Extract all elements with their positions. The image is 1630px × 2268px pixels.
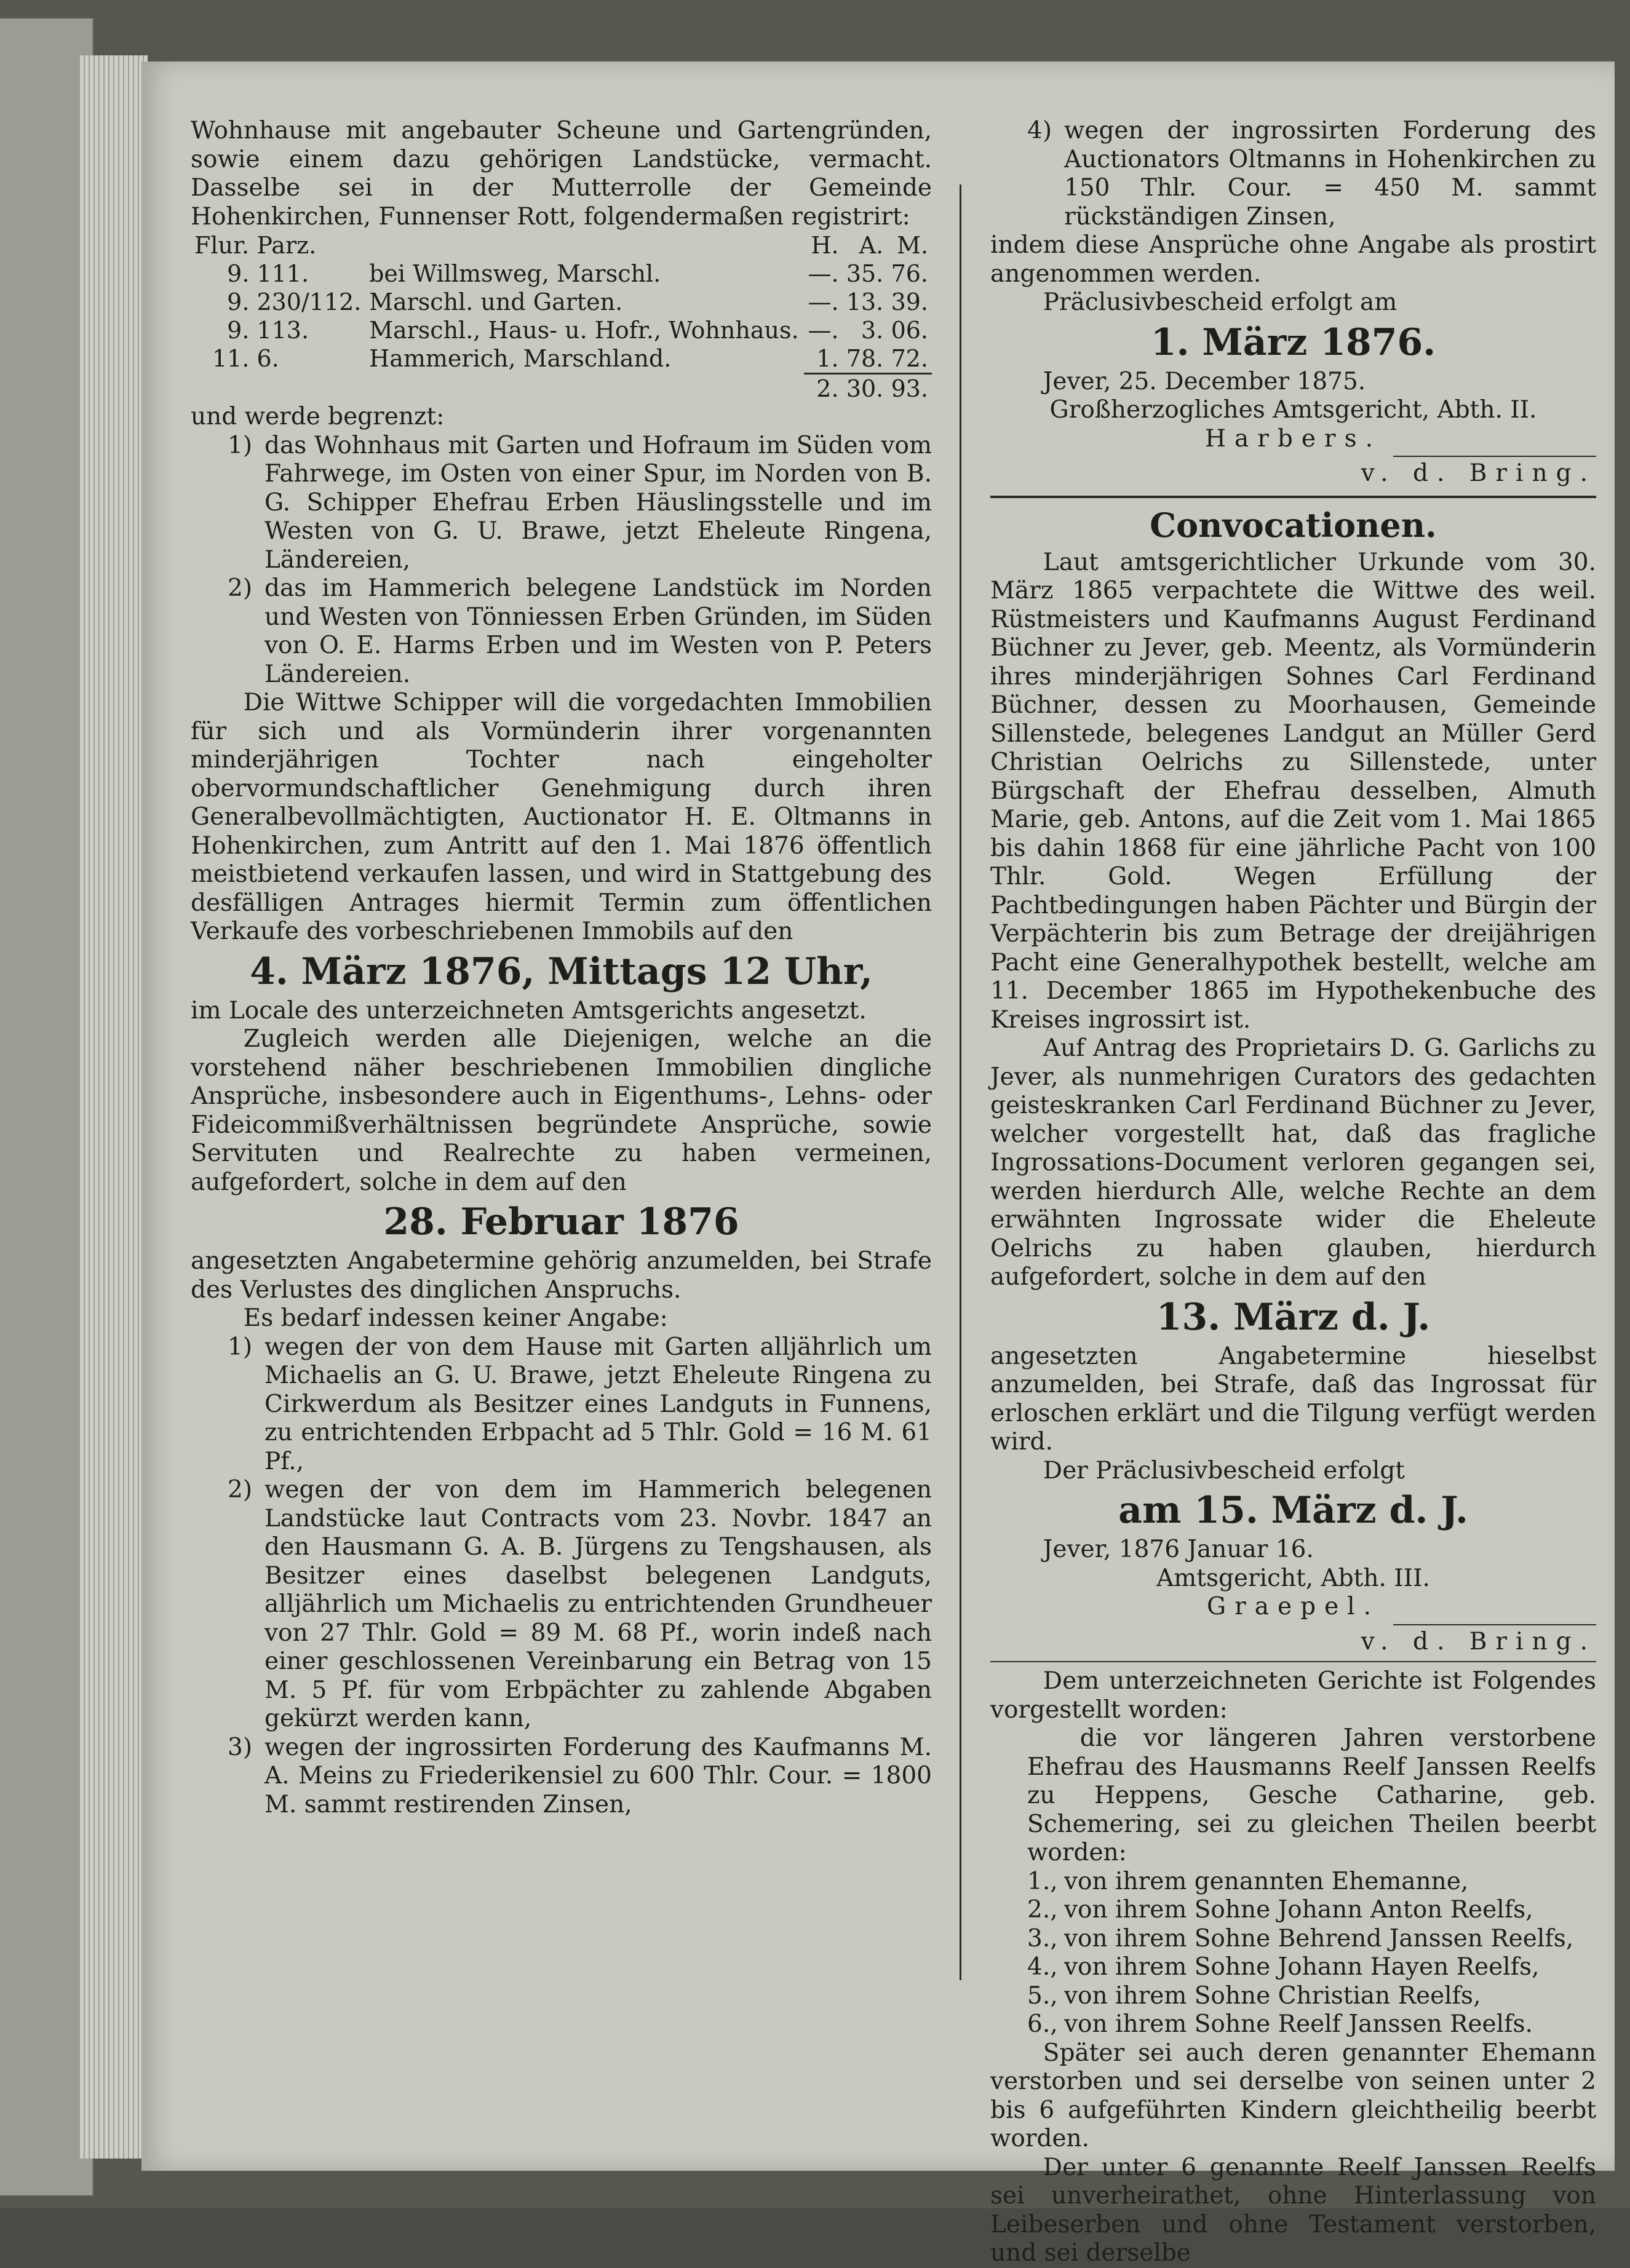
heir-number: 6., [1027, 2010, 1058, 2038]
right-column [990, 117, 1596, 2268]
row-desc: bei Willmsweg, Marschl. [369, 260, 661, 287]
total-a: 30. [843, 374, 888, 403]
section-rule [990, 496, 1596, 498]
heir-item [990, 1925, 1596, 1954]
short-rule [1393, 456, 1596, 457]
signer-name: Graepel. [1206, 1593, 1380, 1620]
row-parz: 230/112. [256, 288, 362, 315]
bounded-intro: und werde begrenzt: [191, 403, 445, 430]
later-paragraph: Später sei auch deren genannter Ehemann verstorben und sei derselbe von seinen unter 2 bis 6 aufgeführten Kindern gleichtheilig beerbt worden. [990, 2039, 1596, 2152]
table-row [191, 288, 932, 316]
table-row [191, 316, 932, 344]
row-m: 39. [891, 288, 928, 315]
intro-paragraph: Wohnhause mit angebauter Scheune und Gartengründen, sowie einem dazu gehörigen Landstücke, vermacht. Dasselbe sei in der Mutterrolle der Gemeinde Hohenkirchen, Funnenser Rott, folgendermaßen registrirt: [191, 117, 932, 231]
col-a: A. [859, 232, 884, 259]
heir-item [990, 1982, 1596, 2011]
left-column [191, 117, 932, 1819]
bound-item [191, 432, 932, 575]
column-divider [960, 184, 961, 1980]
decision2-paragraph: Der Präclusivbescheid erfolgt [1043, 1456, 1405, 1485]
unaware-paragraph: indem diese Ansprüche ohne Angabe als prostirt angenommen werden. [990, 231, 1596, 288]
heir-number: 1., [1027, 1867, 1058, 1895]
bound-text: das im Hammerich belegene Landstück im Norden und Westen von Tönniessen Erben Gründen, im Süden von O. E. Harms Erben und im Westen von P. Peters Ländereien. [264, 574, 932, 688]
table-row [191, 344, 932, 374]
lease-paragraph: Laut amtsgerichtlicher Urkunde vom 30. März 1865 verpachtete die Wittwe des weil. Rüstmeisters und Kaufmanns August Ferdinand Büchner zu Jever, geb. Meentz, als Vormünderin ihres minderjährigen Sohnes Carl Ferdinand Büchner, dessen zu Moorhausen, Gemeinde Sillenstede, belegenes Landgut an Müller Gerd Christian Oelrichs zu Sillenstede, unter Bürgschaft der Ehefrau desselben, Almuth Marie, geb. Antons, auf die Zeit vom 1. Mai 1865 bis dahin 1868 für eine jährliche Pacht von 100 Thlr. Gold. Wegen Erfüllung der Pachtbedingungen haben Pächter und Bürgin der Verpächterin bis zum Betrage der dreijährigen Pacht eine Generalhypothek bestellt, welche am 11. December 1865 im Hypothekenbuche des Kreises ingrossirt ist. [990, 548, 1596, 1034]
decision2-date-heading: am 15. März d. J. [1118, 1489, 1468, 1532]
heir-number: 5., [1027, 1981, 1058, 2010]
total-h: 2. [804, 374, 842, 403]
last-paragraph: Der unter 6 genannte Reelf Janssen Reelfs sei unverheirathet, ohne Hinterlassung von Leibeserben und ohne Testament verstorben, und sei derselbe [990, 2153, 1596, 2267]
court-intro-paragraph: Dem unterzeichneten Gerichte ist Folgendes vorgestellt worden: [990, 1667, 1596, 1724]
row-flur: 11. [212, 345, 250, 372]
claim-item [191, 1734, 932, 1820]
row-h: —. [808, 288, 839, 315]
claim-item [990, 117, 1596, 231]
term-date-heading: 13. März d. J. [1156, 1295, 1431, 1339]
row-h: —. [808, 260, 839, 287]
total-m: 93. [887, 374, 932, 403]
decision-date-heading: 1. März 1876. [1150, 320, 1436, 364]
heir-text: von ihrem Sohne Christian Reelfs, [1064, 1981, 1481, 2010]
claim-item [191, 1476, 932, 1734]
page-edges [80, 55, 148, 2159]
table-row [191, 260, 932, 288]
heir-item [990, 1953, 1596, 1982]
heir-text: von ihrem Sohne Johann Hayen Reelfs, [1064, 1953, 1540, 1981]
short-rule [1393, 1624, 1596, 1625]
row-a: 35. [846, 260, 884, 287]
claim-text: wegen der von dem im Hammerich belegenen Landstücke laut Contracts vom 23. Novbr. 1847 an den Hausmann G. A. B. Jürgens zu Tengshausen, als Besitzer eines daselbst belegenen Landguts, alljährlich um Michaelis zu entrichtenden Grundheuer von 27 Thlr. Gold = 89 M. 68 Pf., worin indeß nach einer geschlossenen Vereinbarung ein Betrag von 15 M. 5 Pf. für vom Erbpächter zu zahlende Abgaben gekürzt werden kann, [264, 1476, 932, 1732]
row-a: 3. [861, 317, 884, 344]
table-total-row [191, 374, 932, 403]
row-parz: 111. [256, 260, 309, 287]
parcel-table [191, 231, 932, 403]
row-flur: 9. [227, 317, 250, 344]
sale-date-heading: 4. März 1876, Mittags 12 Uhr, [250, 950, 873, 993]
bound-number: 1) [228, 431, 253, 459]
deceased-paragraph: die vor längeren Jahren verstorbene Ehefrau des Hausmanns Reelf Janssen Reelfs zu Heppens, Gesche Catharine, geb. Schemering, sei zu gleichen Theilen beerbt worden: [1027, 1724, 1596, 1866]
section-rule [990, 1661, 1596, 1662]
bound-text: das Wohnhaus mit Garten und Hofraum im Süden vom Fahrwege, im Osten von einer Spur, im Norden von B. G. Schipper Ehefrau Erben Häuslingsstelle und im Westen von G. U. Brawe, jetzt Eheleute Ringena, Ländereien, [264, 431, 932, 574]
row-flur: 9. [227, 260, 250, 287]
row-m: 72. [891, 345, 928, 372]
row-flur: 9. [227, 288, 250, 315]
place-date: Jever, 1876 Januar 16. [1043, 1536, 1314, 1563]
row-desc: Marschl., Haus- u. Hofr., Wohnhaus. [369, 317, 799, 344]
term-paragraph: angesetzten Angabetermine gehörig anzumelden, bei Strafe des Verlustes des dinglichen Anspruchs. [191, 1247, 932, 1304]
heir-item [990, 1896, 1596, 1925]
col-h: H. [811, 232, 839, 259]
col-parz: Parz. [256, 232, 317, 259]
claim-text: wegen der ingrossirten Forderung des Kaufmanns M. A. Meins zu Friederikensiel zu 600 Thlr. Cour. = 1800 M. sammt restirenden Zinsen, [264, 1733, 932, 1818]
col-m: M. [897, 232, 928, 259]
sale-paragraph: Die Wittwe Schipper will die vorgedachten Immobilien für sich und als Vormünderin ihrer vorgenannten minderjährigen Tochter nach eingeholter obervormundschaftlicher Genehmigung durch ihren Generalbevollmächtigten, Auctionator H. E. Oltmanns in Hohenkirchen, zum Antritt auf den 1. Mai 1876 öffentlich meistbietend verkaufen lassen, und wird in Stattgebung des desfälligen Antrages hiermit Termin zum öffentlichen Verkaufe des vorbeschriebenen Immobils auf den [191, 689, 932, 945]
heir-text: von ihrem Sohne Johann Anton Reelfs, [1064, 1896, 1533, 1924]
col-flur: Flur. [194, 232, 250, 259]
court-name: Großherzogliches Amtsgericht, Abth. II. [1049, 396, 1537, 424]
section-heading: Convocationen. [1150, 505, 1437, 545]
decision-paragraph: Präclusivbescheid erfolgt am [1043, 288, 1397, 316]
row-parz: 6. [256, 345, 279, 372]
locale-paragraph: im Locale des unterzeichneten Amtsgerichts angesetzt. [191, 996, 867, 1025]
heir-text: von ihrem genannten Ehemanne, [1064, 1867, 1469, 1895]
claim-number: 3) [228, 1733, 253, 1761]
claim-item [191, 1333, 932, 1477]
signer-name: Harbers. [1204, 424, 1382, 453]
row-m: 06. [891, 317, 928, 344]
row-h: —. [808, 317, 839, 344]
row-a: 13. [846, 288, 884, 315]
heir-text: von ihrem Sohne Behrend Janssen Reelfs, [1064, 1924, 1574, 1953]
row-a: 78. [846, 345, 884, 372]
claims-paragraph: Zugleich werden alle Diejenigen, welche an die vorstehend näher beschriebenen Immobilien dingliche Ansprüche, insbesondere auch in Eigenthums-, Lehns- oder Fideicommißverhältnissen begründete Ansprüche, sowie Servituten und Realrechte zu haben vermeinen, aufgefordert, solche in dem auf den [191, 1025, 932, 1196]
heir-number: 4., [1027, 1953, 1058, 1981]
row-m: 76. [891, 260, 928, 287]
claims-date-heading: 28. Februar 1876 [383, 1200, 739, 1243]
parcel-table-header [191, 231, 932, 260]
bound-item [191, 574, 932, 689]
row-desc: Marschl. und Garten. [369, 288, 623, 315]
term2-paragraph: angesetzten Angabetermine hieselbst anzumelden, bei Strafe, daß das Ingrossat für erloschen erklärt und die Tilgung verfügt werden wird. [990, 1342, 1596, 1456]
heir-item [990, 1868, 1596, 1897]
claim-text: wegen der ingrossirten Forderung des Auctionators Oltmanns in Hohenkirchen zu 150 Thlr. Cour. = 450 M. sammt rückständigen Zinsen, [1064, 117, 1596, 231]
initials: v. d. Bring. [1361, 459, 1596, 487]
heir-number: 3., [1027, 1924, 1058, 1953]
initials: v. d. Bring. [1361, 1627, 1596, 1655]
heir-number: 2., [1027, 1896, 1058, 1924]
heir-item [990, 2010, 1596, 2039]
place-date: Jever, 25. December 1875. [1043, 367, 1366, 395]
request-paragraph: Auf Antrag des Proprietairs D. G. Garlichs zu Jever, als nunmehrigen Curators des gedachten geisteskranken Carl Ferdinand Büchner zu Jever, welcher vorgestellt hat, daß das fragliche Ingrossations-Document verloren gegangen sei, werden hierdurch Alle, welche Rechte an dem erwähnten Ingrossate wider die Eheleute Oelrichs zu haben glauben, hierdurch aufgefordert, solche in dem auf den [990, 1034, 1596, 1291]
row-desc: Hammerich, Marschland. [369, 345, 672, 372]
row-h: 1. [816, 345, 839, 372]
claim-number: 4) [1027, 117, 1052, 145]
claim-number: 1) [228, 1333, 253, 1361]
needs-paragraph: Es bedarf indessen keiner Angabe: [243, 1304, 668, 1332]
claim-text: wegen der von dem Hause mit Garten alljährlich um Michaelis an G. U. Brawe, jetzt Eheleute Ringena zu Cirkwerdum als Besitzer eines Landguts in Funnens, zu entrichtenden Erbpacht ad 5 Thlr. Gold = 16 M. 61 Pf., [264, 1333, 932, 1475]
court-name: Amtsgericht, Abth. III. [1156, 1564, 1430, 1592]
claim-number: 2) [228, 1476, 253, 1504]
heir-text: von ihrem Sohne Reelf Janssen Reelfs. [1064, 2010, 1533, 2038]
bound-number: 2) [228, 574, 253, 602]
row-parz: 113. [256, 317, 309, 344]
